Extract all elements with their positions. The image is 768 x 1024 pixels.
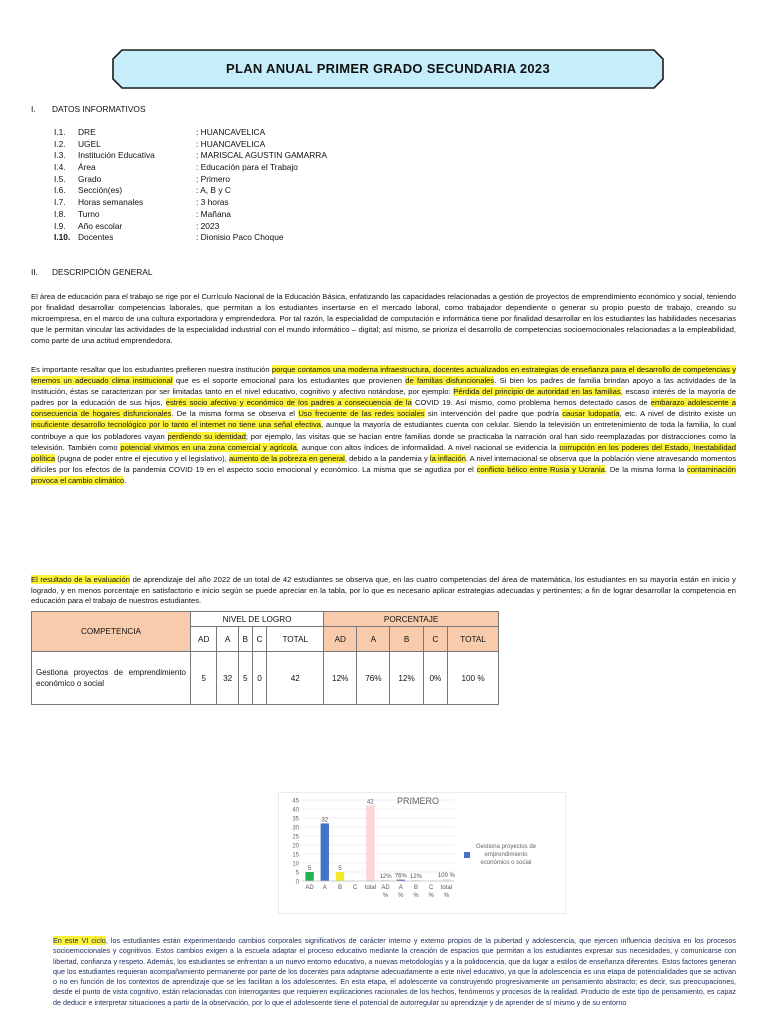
info-label: Área <box>78 162 96 173</box>
x-tick-label: C <box>429 885 434 891</box>
info-label: Año escolar <box>78 220 123 231</box>
highlighted-text: causar ludopatía <box>562 409 620 419</box>
highlighted-text: potencial vivimos en una zona comercial y agrícola <box>120 442 297 452</box>
highlighted-text: aumento de la pobreza en general <box>228 453 345 463</box>
x-tick-label: C <box>353 885 358 891</box>
table-subheader: AD <box>191 627 217 652</box>
table-cell: 0% <box>423 652 447 705</box>
x-tick-label: B <box>413 885 419 891</box>
data-label: 76% <box>394 873 407 880</box>
table-subheader: C <box>423 627 447 652</box>
info-label: Turno <box>78 208 100 219</box>
page-title: PLAN ANUAL PRIMER GRADO SECUNDARIA 2023 <box>226 61 550 76</box>
chart-title: PRIMERO <box>396 796 440 806</box>
info-number: I.1. <box>54 127 66 137</box>
table-cell: 12% <box>390 652 423 705</box>
info-row <box>54 139 454 151</box>
table-subheader: AD <box>324 627 357 652</box>
text-run: . De la misma forma la <box>604 464 688 474</box>
x-tick-label: AD <box>381 885 390 891</box>
text-run: . <box>124 475 127 485</box>
highlighted-text: de familias disfuncionales <box>405 376 495 386</box>
data-label: 5 <box>307 866 312 872</box>
table-cell: 76% <box>357 652 390 705</box>
y-tick-label: 25 <box>292 834 299 841</box>
highlighted-text: conflicto bélico entre Rusia y Ucrania <box>476 464 605 474</box>
info-row <box>54 232 454 244</box>
text-run: (pugna de poder entre el ejecutivo y el legislativo), <box>55 453 229 463</box>
description-paragraph-2 <box>31 364 736 486</box>
section-title: DATOS INFORMATIVOS <box>52 104 146 114</box>
info-value: : MARISCAL AGUSTIN GAMARRA <box>196 150 327 161</box>
x-tick-label: % <box>443 893 450 899</box>
info-value: : 2023 <box>196 220 220 231</box>
info-number: I.3. <box>54 150 66 161</box>
description-paragraph-1: El área de educación para el trabajo se rige por el Currículo Nacional de la Educación Básica, enfatizando las capacidades relacionadas a gestión de proyectos de emprendimiento económico y social, teniendo por finalidad desarrollar competencias laborales, que permitan a los estudiantes insertarse en el mercado laboral, como trabajador dependiente o generar su propio puesto de trabajo, creando su microempresa, en el marco de una cultura exportadora y emprendedora. Por tal razón, la especialidad de computación e informática tiene por finalidad desarrollar en los estudiantes las habilidades necesarias que le permitan vincular las actividades de la especialidad industrial con el mundo informático – digital; así mismo, se prioriza el desarrollo de competencias socioemocionales relacionadas a la empleabilidad, como parte de una actitud emprendedora. <box>31 292 736 346</box>
table-cell: 5 <box>238 652 252 705</box>
nivel-header: NIVEL DE LOGRO <box>191 612 324 627</box>
text-run: Es importante resaltar que los estudiantes prefieren nuestra institución <box>31 365 272 374</box>
title-banner <box>112 49 664 89</box>
x-tick-label: % <box>428 893 434 899</box>
y-tick-label: 5 <box>295 870 299 877</box>
info-value: : Mañana <box>196 208 231 219</box>
info-label: Institución Educativa <box>78 150 155 161</box>
legend-label: Gestiona proyectos de <box>475 844 537 850</box>
info-number: I.2. <box>54 138 66 149</box>
data-label: 5 <box>338 866 342 872</box>
legend-label: económico o social <box>480 860 532 866</box>
info-number: I.5. <box>54 173 66 184</box>
table-subheader: B <box>390 627 423 652</box>
text-run: , etc. A nivel de distrito existe un <box>619 409 736 419</box>
text-run: . A nivel internacional se observa que la población viene atravesando momentos difíciles por los efectos de la pandemia COVID 19 en el aspecto socio emocional y económico. La misma que se agudiza por el <box>31 453 736 474</box>
bar-B <box>336 872 344 881</box>
data-label: 42 <box>367 799 374 806</box>
bar-total <box>366 805 374 881</box>
y-tick-label: 40 <box>292 807 299 814</box>
info-row <box>54 185 454 197</box>
x-tick-label: total <box>364 885 377 891</box>
info-value: : A, B y C <box>196 185 231 196</box>
x-tick-label: A <box>322 885 327 891</box>
table-subheader: C <box>252 627 267 652</box>
section-title: DESCRIPCIÓN GENERAL <box>52 267 153 277</box>
info-value: : 3 horas <box>196 197 229 208</box>
table-cell: 32 <box>217 652 239 705</box>
porcentaje-header: PORCENTAJE <box>324 612 499 627</box>
table-cell: 100 % <box>448 652 499 705</box>
section-number: I. <box>31 104 36 114</box>
text-run: de aprendizaje del año 2022 de un total de 42 estudiantes se observa que, en las cuatro competencias del área de matemática, los estudiantes en su mayoría están en inicio y logrado, y en menos porcentaje en satisfactorio e inicio según se puede apreciar en la tabla, por lo que es necesario aplicar estrategias adecuadas y pertinentes; a fin de lograr desarrollar la competencia en educación para el trabajo de nuestros estudiantes. <box>31 575 736 606</box>
info-list <box>54 127 454 244</box>
highlighted-text: la inflación <box>429 453 466 463</box>
primero-chart <box>278 792 566 914</box>
data-label: 100 % <box>437 873 455 880</box>
x-tick-label: AD <box>305 885 314 891</box>
highlighted-text: porque contamos una moderna infraestructura, docentes actualizados en estrategias de enseñanza para el desarrollo de competencias y tenemos un adecuado clima institucional <box>31 365 736 386</box>
info-label: Docentes <box>78 232 114 243</box>
table-cell: 12% <box>324 652 357 705</box>
info-number: I.8. <box>54 208 66 219</box>
highlighted-text: En este VI ciclo <box>53 936 106 945</box>
info-value: : Primero <box>196 173 230 184</box>
y-tick-label: 35 <box>292 816 299 823</box>
info-number: I.7. <box>54 197 66 208</box>
highlighted-text: insuficiente desarrollo tecnológico por lo tanto el internet no tiene una señal efectiva <box>31 420 322 430</box>
info-value: : HUANCAVELICA <box>196 138 266 149</box>
info-number: I.10. <box>54 232 71 243</box>
text-run: que es el soporte emocional para los estudiantes que provienen <box>172 376 406 386</box>
info-label: DRE <box>78 127 96 137</box>
y-tick-label: 10 <box>292 861 299 868</box>
text-run: . De la misma forma se observa el <box>171 409 299 419</box>
text-run: , debido a la pandemia y <box>344 453 430 463</box>
highlighted-text: embarazo adolescente a consecuencia de hogares disfuncionales <box>31 398 736 419</box>
x-tick-label: A <box>398 885 403 891</box>
text-run: COVID 19. Así mismo, como problema hemos detectado casos de <box>411 398 651 408</box>
info-row <box>54 174 454 186</box>
data-label: 32 <box>321 817 329 824</box>
highlighted-text: Pérdida del principio de autoridad en las familias <box>453 387 621 397</box>
y-tick-label: 0 <box>295 879 299 886</box>
y-tick-label: 20 <box>292 843 299 850</box>
info-row <box>54 221 454 233</box>
info-value: : Educación para el Trabajo <box>196 162 298 173</box>
info-row <box>54 127 454 139</box>
table-cell: 5 <box>191 652 217 705</box>
info-row <box>54 162 454 174</box>
ciclo-paragraph <box>53 936 736 1008</box>
section-number: II. <box>31 267 38 277</box>
table-subheader: A <box>217 627 239 652</box>
highlighted-text: estrés socio afectivo y económico de los padres a consecuencia de la <box>165 398 412 408</box>
highlighted-text: contaminación provoca el cambio climático <box>31 464 736 485</box>
info-label: Horas semanales <box>78 197 144 208</box>
text-run: , aunque con altos índices de informalidad. A nivel nacional se evidencia la <box>296 442 560 452</box>
info-label: Grado <box>78 173 102 184</box>
info-row <box>54 197 454 209</box>
data-label: 12% <box>379 874 392 880</box>
competencia-header: COMPETENCIA <box>32 612 191 652</box>
x-tick-label: % <box>382 893 389 899</box>
y-tick-label: 15 <box>292 852 299 859</box>
highlighted-text: perdiendo su identidad <box>167 431 246 441</box>
results-table <box>31 611 499 705</box>
text-run: , escaso interés de la mayoría de padres por la educación de sus hijos, <box>31 387 736 408</box>
bar-AD <box>305 872 313 881</box>
table-subheader: A <box>357 627 390 652</box>
legend-swatch <box>464 852 470 858</box>
highlighted-text: corrupción en los poderes del Estado, Inestabilidad política <box>31 442 736 463</box>
x-tick-label: % <box>398 893 404 899</box>
highlighted-text: El resultado de la evaluación <box>31 575 130 584</box>
table-subheader: TOTAL <box>448 627 499 652</box>
table-subheader: B <box>238 627 252 652</box>
y-tick-label: 45 <box>292 798 299 805</box>
table-subheader: TOTAL <box>267 627 324 652</box>
info-number: I.4. <box>54 162 66 173</box>
text-run: ; por ejemplo, las visitas que se hacían entre familias donde se practicaba la narración oral han sido reemplazadas por distracciones como la televisión. También como <box>31 431 736 452</box>
info-row <box>54 150 454 162</box>
info-value: : HUANCAVELICA <box>196 127 266 137</box>
competencia-cell: Gestiona proyectos de emprendimiento económico o social <box>32 652 191 705</box>
info-row <box>54 209 454 221</box>
text-run: , los estudiantes están experimentando cambios corporales significativos de carácter interno y externo propios de la pubertad y adolescencia, que ejercen influencia decisiva en los procesos socioemocionales y cognitivos. Estos cambios exigen a la escuela adaptar el proceso educativo mediante la creación de espacios que permitan a los estudiantes expresar sus necesidades, y comunicarse con libertad, confianza y respeto. Además, los estudiantes se enfrentan a un nuevo entorno educativo, a nuevas metodologías y a la polidocencia, que da lugar a estilos de enseñanza diferentes. Estos factores generan que los estudiantes requieran acompañamiento permanente por parte de los docentes para adaptarse adecuadamente a este nivel educativo, ya que la adolescencia es una etapa de potencialidades que se activan o no en función de los contextos de aprendizaje que se les facilitan a los adolescentes. En esta etapa, el adolescente va construyendo progresivamente un pensamiento abstracto; es decir, sus preocupaciones, desde el punto de vista cognitivo, están relacionadas con interrogantes que requieren explicaciones racionales de los hechos, fenómenos y procesos de la realidad. Producto de este tipo de pensamiento, es capaz de deducir e interpretar situaciones a partir de la observación, por lo que el adolescente tiene el potencial de autorregular su aprendizaje y de aprender de sí mismo y de su entorno <box>53 936 736 1007</box>
highlighted-text: Uso frecuente de las redes sociales <box>298 409 425 419</box>
y-tick-label: 30 <box>292 825 299 832</box>
x-tick-label: % <box>413 893 419 899</box>
chart-svg <box>278 792 566 914</box>
bar-A <box>321 823 329 881</box>
text-run: , aunque la mayoría de estudiantes cuenta con celular. Siendo la televisión un entretenimiento de toda la familia, lo cual contribuye a que los pobladores vayan <box>31 420 736 441</box>
evaluation-paragraph <box>31 575 736 607</box>
x-tick-label: total <box>440 885 453 891</box>
x-tick-label: B <box>337 885 343 891</box>
info-label: UGEL <box>78 138 101 149</box>
table-cell: 0 <box>252 652 267 705</box>
info-number: I.9. <box>54 220 66 231</box>
text-run: sin intervención del padre que podría <box>424 409 563 419</box>
info-label: Sección(es) <box>78 185 123 196</box>
text-run: . Si bien los padres de familia brindan apoyo a las actividades de la Institución, éstas se caracterizan por ser limitadas tanto en el nivel educativo, cognitivo y afectivo notándose, por ejemplo: <box>31 376 737 397</box>
info-number: I.6. <box>54 185 66 196</box>
data-label: 12% <box>409 874 423 880</box>
table-cell: 42 <box>267 652 324 705</box>
info-value: : Dionisio Paco Choque <box>196 232 284 243</box>
legend-label: emprendimiento <box>484 852 528 858</box>
